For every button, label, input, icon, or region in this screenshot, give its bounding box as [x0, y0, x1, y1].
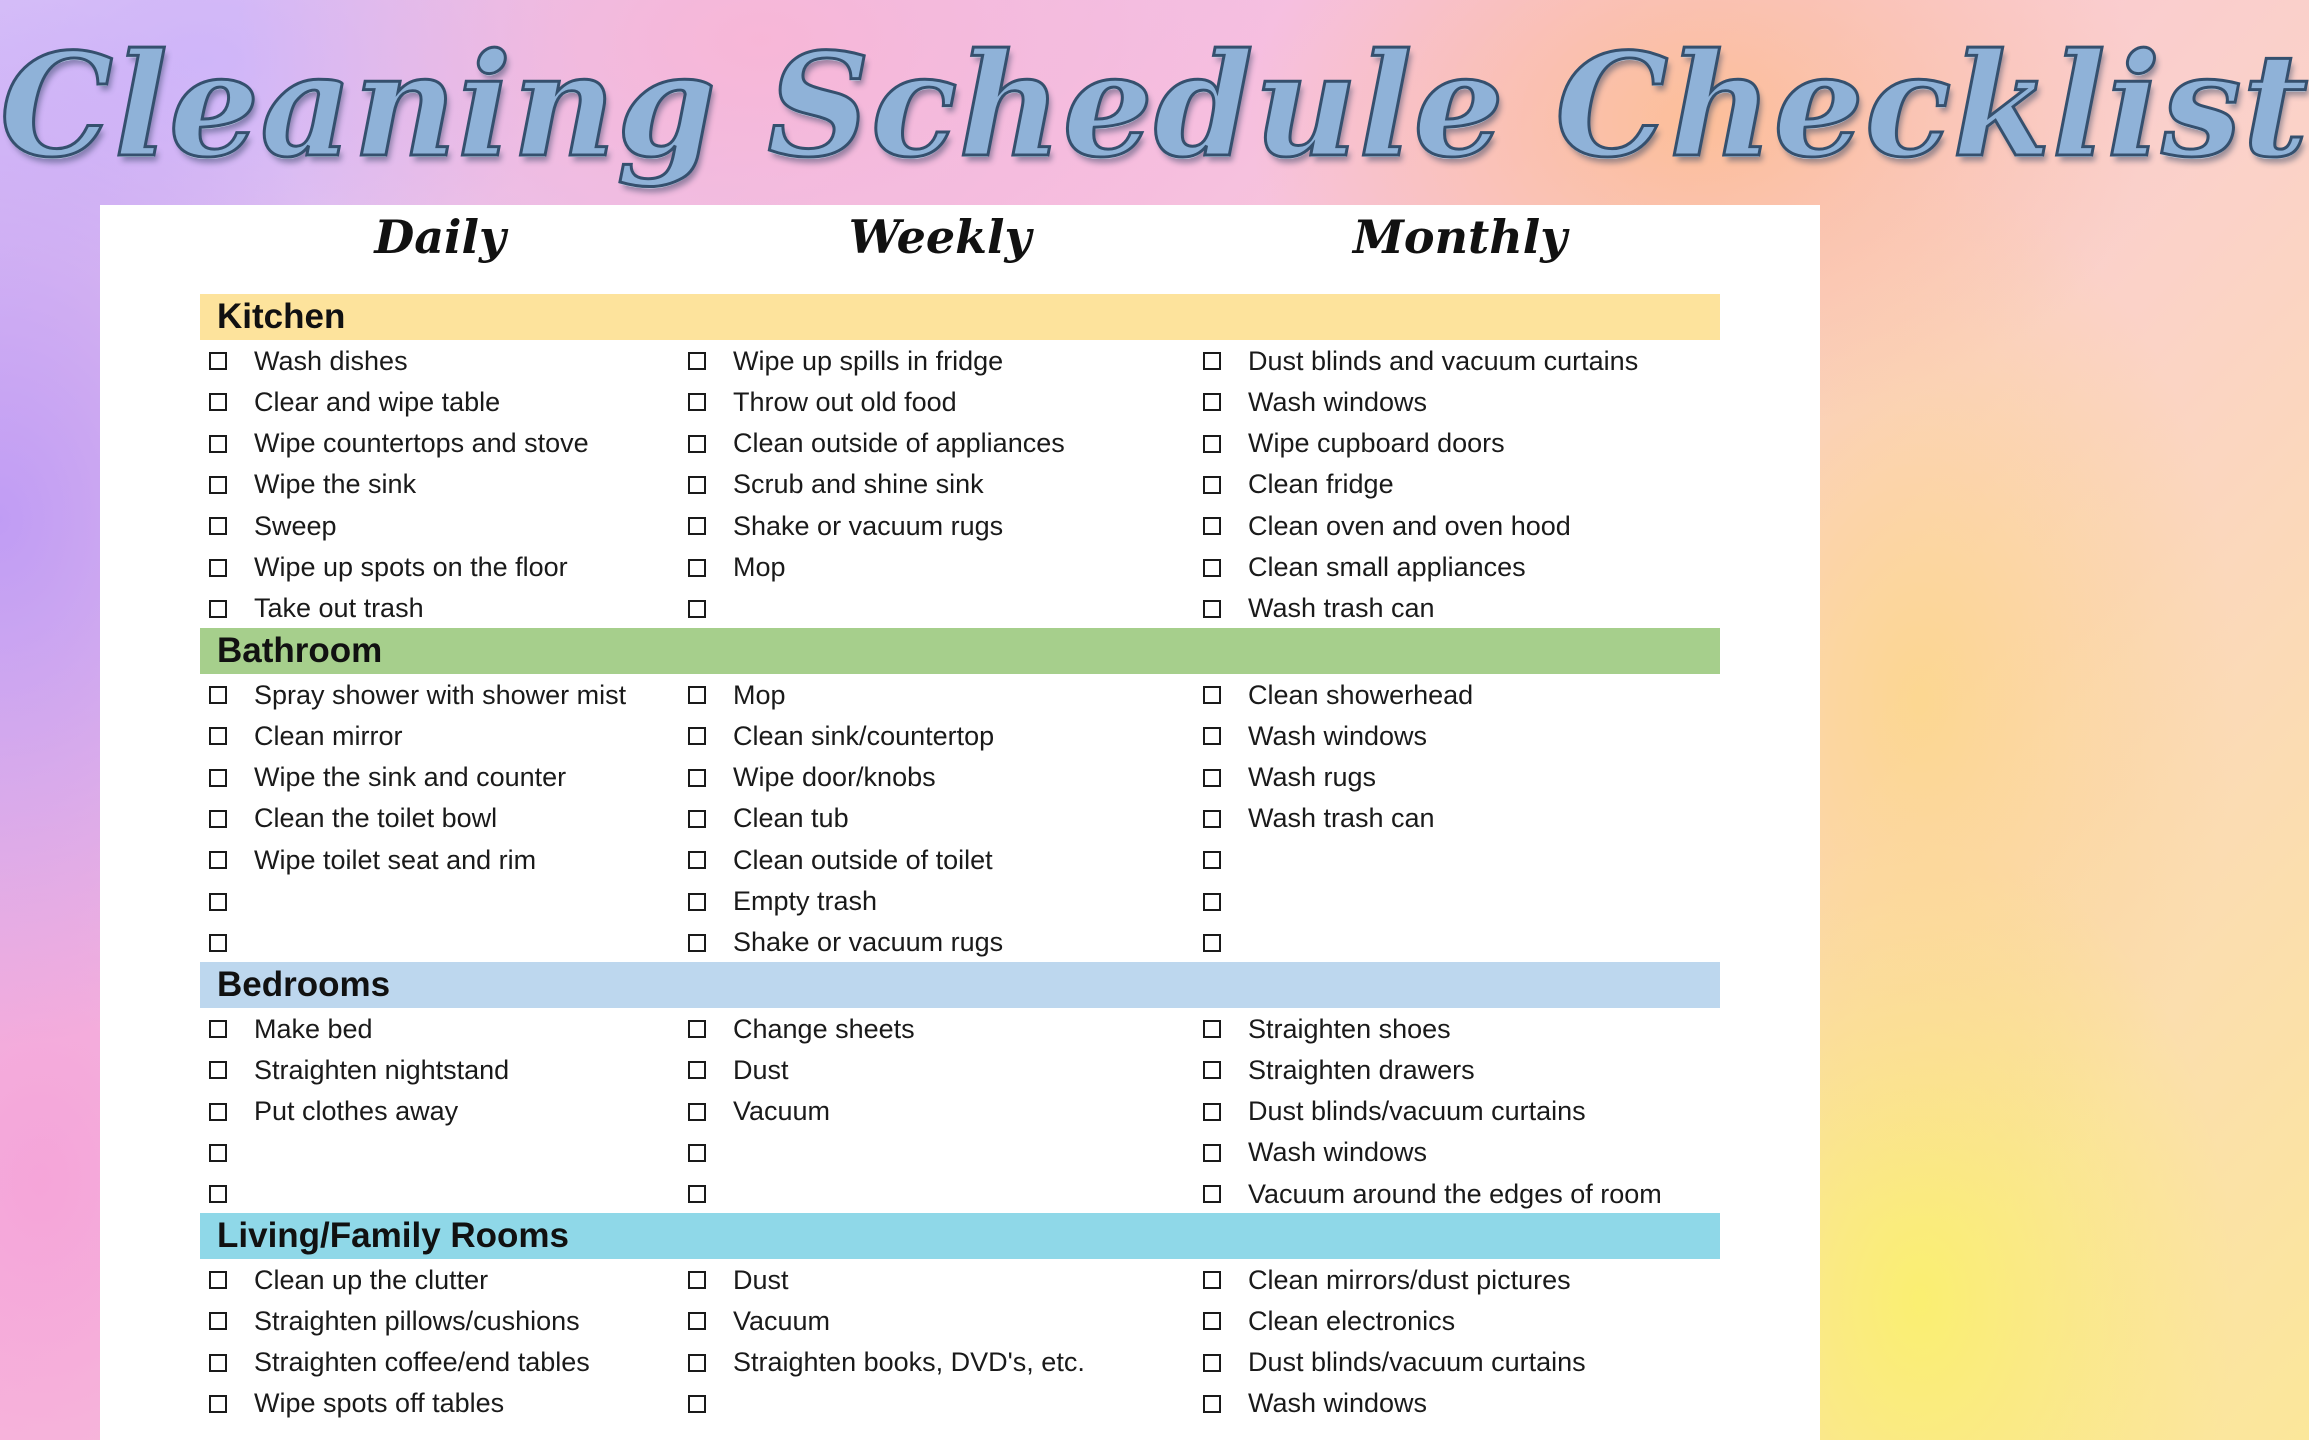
- checklist-item: [1203, 423, 1505, 464]
- checkbox[interactable]: [209, 810, 227, 828]
- checklist-item: [209, 1050, 509, 1091]
- checkbox[interactable]: [209, 1185, 227, 1203]
- checklist-item: [209, 922, 254, 963]
- checklist-item: [1203, 1009, 1451, 1050]
- checkbox[interactable]: [688, 435, 706, 453]
- checklist-item-label: Straighten coffee/end tables: [254, 1347, 590, 1378]
- checkbox[interactable]: [688, 1103, 706, 1121]
- checklist-item-label: Clean the toilet bowl: [254, 803, 498, 834]
- checklist-item: [209, 1301, 580, 1342]
- checkbox[interactable]: [1203, 1061, 1221, 1079]
- checklist-item: [1203, 1132, 1427, 1173]
- checklist-item: [209, 881, 254, 922]
- checklist-item-label: Dust blinds and vacuum curtains: [1248, 345, 1639, 376]
- checklist-item: [209, 1174, 254, 1215]
- checklist-item: [209, 588, 424, 629]
- checklist-item-label: Wash dishes: [254, 345, 408, 376]
- checkbox[interactable]: [209, 352, 227, 370]
- checklist-item: [1203, 881, 1248, 922]
- checkbox[interactable]: [688, 1185, 706, 1203]
- checklist-item: [1203, 1050, 1475, 1091]
- checklist-item: [209, 1342, 590, 1383]
- checklist-item: [1203, 1091, 1586, 1132]
- section-header: [200, 294, 1720, 340]
- checklist-item: [1203, 547, 1526, 588]
- checklist-item-label: Straighten nightstand: [254, 1054, 510, 1085]
- checkbox[interactable]: [1203, 1144, 1221, 1162]
- checklist-item: [688, 1132, 733, 1173]
- checkbox[interactable]: [688, 1312, 706, 1330]
- checklist-item-label: Clean sink/countertop: [733, 720, 995, 751]
- checkbox[interactable]: [1203, 559, 1221, 577]
- checkbox[interactable]: [688, 600, 706, 618]
- checkbox[interactable]: [209, 1020, 227, 1038]
- column-header-monthly: Monthly: [1353, 210, 1567, 264]
- checklist-item: [1203, 1260, 1571, 1301]
- checklist-item: [1203, 464, 1394, 505]
- checklist-item: [1203, 1174, 1662, 1215]
- checklist-item-label: Dust blinds/vacuum curtains: [1248, 1347, 1586, 1378]
- checkbox[interactable]: [209, 769, 227, 787]
- checklist-item-label: Dust: [733, 1054, 789, 1085]
- checkbox[interactable]: [209, 600, 227, 618]
- checklist-item-label: Throw out old food: [733, 386, 957, 417]
- checklist-item-label: Clean outside of appliances: [733, 428, 1065, 459]
- checklist-item-label: Clean showerhead: [1248, 679, 1474, 710]
- checkbox[interactable]: [688, 1061, 706, 1079]
- checklist-item-label: Sweep: [254, 510, 337, 541]
- section-header: [200, 628, 1720, 674]
- checklist-item-label: Wipe door/knobs: [733, 762, 936, 793]
- checklist-item: [209, 716, 403, 757]
- checklist-item: [1203, 1342, 1586, 1383]
- checklist-item: [688, 382, 957, 423]
- checklist-item: [1203, 922, 1248, 963]
- checklist-item-label: Wash windows: [1248, 386, 1428, 417]
- checklist-item-label: Straighten books, DVD's, etc.: [733, 1347, 1085, 1378]
- checklist-item: [688, 1091, 830, 1132]
- checklist-item-label: Dust: [733, 1264, 789, 1295]
- checklist-item-label: Clean electronics: [1248, 1305, 1456, 1336]
- checklist-item-label: Wipe the sink: [254, 469, 417, 500]
- checklist-item: [1203, 675, 1473, 716]
- checklist-item: [688, 840, 993, 881]
- checklist-item: [209, 382, 500, 423]
- checklist-item: [1203, 506, 1571, 547]
- checkbox[interactable]: [1203, 1020, 1221, 1038]
- checklist-item: [209, 1132, 254, 1173]
- checklist-item-label: Wash windows: [1248, 1388, 1428, 1419]
- checkbox[interactable]: [209, 476, 227, 494]
- checklist-item-label: Clean small appliances: [1248, 552, 1526, 582]
- checklist-item-label: Wipe cupboard doors: [1248, 428, 1505, 459]
- checklist-item: [209, 840, 536, 881]
- checklist-item: [688, 588, 733, 629]
- checklist-item-label: Clean tub: [733, 803, 849, 834]
- column-header-daily: Daily: [374, 210, 506, 264]
- checklist-item: [209, 464, 416, 505]
- checkbox[interactable]: [688, 393, 706, 411]
- checkbox[interactable]: [1203, 1185, 1221, 1203]
- checkbox[interactable]: [1203, 1312, 1221, 1330]
- checklist-item-label: Clean fridge: [1248, 469, 1394, 500]
- checklist-item: [1203, 341, 1638, 382]
- checklist-item-label: Vacuum: [733, 1305, 831, 1336]
- checklist-item: [1203, 716, 1427, 757]
- checklist-item-label: Wipe spots off tables: [254, 1388, 505, 1419]
- checklist-item: [209, 1009, 373, 1050]
- checklist-item-label: Wipe up spills in fridge: [733, 345, 1004, 376]
- page-title: Cleaning Schedule Checklist: [0, 23, 2309, 189]
- checklist-item: [209, 757, 566, 798]
- checklist-item-label: Straighten pillows/cushions: [254, 1305, 580, 1336]
- checklist-item: [209, 1383, 504, 1424]
- checkbox[interactable]: [688, 1144, 706, 1162]
- checklist-item-label: Wipe countertops and stove: [254, 428, 589, 459]
- section-header: [200, 1213, 1720, 1259]
- checklist-item: [209, 798, 497, 839]
- checklist-item: [1203, 757, 1376, 798]
- checklist-item: [1203, 798, 1435, 839]
- checklist-item: [688, 881, 877, 922]
- checklist-item-label: Wipe toilet seat and rim: [254, 844, 537, 875]
- checkbox[interactable]: [1203, 934, 1221, 952]
- checklist-item: [688, 423, 1065, 464]
- checkbox[interactable]: [688, 476, 706, 494]
- checkbox[interactable]: [209, 1144, 227, 1162]
- checklist-item-label: Spray shower with shower mist: [254, 679, 627, 710]
- checkbox[interactable]: [688, 810, 706, 828]
- checklist-item: [1203, 1301, 1455, 1342]
- checkbox[interactable]: [688, 517, 706, 535]
- checklist-item-label: Wash trash can: [1248, 593, 1435, 624]
- checkbox[interactable]: [1203, 393, 1221, 411]
- checkbox[interactable]: [688, 851, 706, 869]
- checklist-item-label: Take out trash: [254, 593, 424, 624]
- checkbox[interactable]: [1203, 769, 1221, 787]
- checklist-item: [209, 1260, 488, 1301]
- checklist-item-label: Mop: [733, 679, 786, 710]
- checkbox[interactable]: [1203, 810, 1221, 828]
- checklist-item-label: Mop: [733, 552, 786, 582]
- checklist-item: [1203, 1383, 1427, 1424]
- checkbox[interactable]: [1203, 851, 1221, 869]
- checkbox[interactable]: [1203, 517, 1221, 535]
- checklist-item-label: Wipe up spots on the floor: [254, 552, 568, 582]
- checklist-item-label: Change sheets: [733, 1013, 915, 1044]
- checklist-item-label: Shake or vacuum rugs: [733, 927, 1004, 958]
- checklist-item: [209, 1091, 458, 1132]
- checklist-item: [688, 547, 786, 588]
- checkbox[interactable]: [1203, 1271, 1221, 1289]
- checklist-item-label: Clean mirrors/dust pictures: [1248, 1264, 1571, 1295]
- checkbox[interactable]: [209, 1395, 227, 1413]
- checkbox[interactable]: [209, 1103, 227, 1121]
- checklist-item: [1203, 840, 1248, 881]
- checklist-item: [1203, 382, 1427, 423]
- checklist-item: [688, 757, 936, 798]
- checkbox[interactable]: [1203, 1395, 1221, 1413]
- checkbox[interactable]: [209, 559, 227, 577]
- checklist-item: [688, 1301, 830, 1342]
- checklist-item: [209, 547, 568, 588]
- checklist-item: [688, 1383, 733, 1424]
- checklist-item: [688, 341, 1003, 382]
- checkbox[interactable]: [1203, 352, 1221, 370]
- checkbox[interactable]: [688, 686, 706, 704]
- checkbox[interactable]: [688, 893, 706, 911]
- checklist-item: [688, 1009, 915, 1050]
- checkbox[interactable]: [688, 1020, 706, 1038]
- checklist-item: [688, 922, 1003, 963]
- checklist-item-label: Clean mirror: [254, 720, 403, 751]
- checklist-item-label: Straighten drawers: [1248, 1054, 1475, 1085]
- checkbox[interactable]: [209, 727, 227, 745]
- section-title: Living/Family Rooms: [217, 1216, 569, 1255]
- checkbox[interactable]: [209, 393, 227, 411]
- checklist-item-label: Wash windows: [1248, 1137, 1428, 1168]
- section-title: Kitchen: [217, 297, 346, 336]
- checkbox[interactable]: [688, 934, 706, 952]
- checklist-item: [688, 1342, 1085, 1383]
- checklist-item: [209, 341, 408, 382]
- checkbox[interactable]: [688, 769, 706, 787]
- checkbox[interactable]: [688, 727, 706, 745]
- checkbox[interactable]: [688, 1271, 706, 1289]
- checklist-item-label: Straighten shoes: [1248, 1013, 1451, 1044]
- checklist-item-label: Wash rugs: [1248, 762, 1377, 793]
- checklist-item: [688, 464, 984, 505]
- checklist-item: [688, 1050, 789, 1091]
- checklist-item: [688, 716, 994, 757]
- checkbox[interactable]: [688, 1354, 706, 1372]
- checklist-item: [688, 1260, 789, 1301]
- checklist-item-label: Vacuum around the edges of room: [1248, 1178, 1662, 1209]
- checkbox[interactable]: [209, 435, 227, 453]
- checklist-item-label: Clean oven and oven hood: [1248, 510, 1571, 541]
- checkbox[interactable]: [209, 1271, 227, 1289]
- checklist-item: [688, 675, 786, 716]
- checkbox[interactable]: [209, 851, 227, 869]
- checkbox[interactable]: [209, 1312, 227, 1330]
- checklist-item-label: Clean up the clutter: [254, 1264, 489, 1295]
- checklist-item-label: Dust blinds/vacuum curtains: [1248, 1096, 1586, 1127]
- checkbox[interactable]: [209, 686, 227, 704]
- checkbox[interactable]: [1203, 893, 1221, 911]
- section-title: Bathroom: [217, 631, 383, 670]
- checklist-item-label: Vacuum: [733, 1096, 831, 1127]
- checkbox[interactable]: [209, 934, 227, 952]
- checkbox[interactable]: [1203, 686, 1221, 704]
- checklist-item-label: Wash windows: [1248, 720, 1428, 751]
- checkbox[interactable]: [688, 352, 706, 370]
- checkbox[interactable]: [209, 517, 227, 535]
- checklist-item-label: Put clothes away: [254, 1096, 459, 1127]
- checklist-item-label: Clean outside of toilet: [733, 844, 993, 875]
- checklist-item: [688, 1174, 733, 1215]
- checkbox[interactable]: [209, 893, 227, 911]
- checklist-item-label: Make bed: [254, 1013, 373, 1044]
- checklist-item-label: Clear and wipe table: [254, 386, 501, 417]
- section-title: Bedrooms: [217, 965, 391, 1004]
- checkbox[interactable]: [1203, 727, 1221, 745]
- checkbox[interactable]: [209, 1061, 227, 1079]
- checklist-item: [1203, 588, 1435, 629]
- checklist-item: [209, 675, 626, 716]
- checklist-item: [209, 506, 337, 547]
- checkbox[interactable]: [1203, 600, 1221, 618]
- checklist-item: [688, 506, 1003, 547]
- checkbox[interactable]: [1203, 435, 1221, 453]
- checklist-item: [209, 423, 589, 464]
- checkbox[interactable]: [688, 559, 706, 577]
- checkbox[interactable]: [1203, 476, 1221, 494]
- checkbox[interactable]: [688, 1395, 706, 1413]
- checklist-item-label: Scrub and shine sink: [733, 469, 984, 500]
- column-header-weekly: Weekly: [848, 210, 1032, 264]
- checklist-item-label: Empty trash: [733, 886, 878, 916]
- checklist-item-label: Wipe the sink and counter: [254, 762, 567, 793]
- checkbox[interactable]: [1203, 1103, 1221, 1121]
- section-header: [200, 962, 1720, 1008]
- checklist-item-label: Wash trash can: [1248, 803, 1435, 834]
- checklist-item-label: Shake or vacuum rugs: [733, 510, 1004, 541]
- checklist-item: [688, 798, 849, 839]
- checkbox[interactable]: [209, 1354, 227, 1372]
- checkbox[interactable]: [1203, 1354, 1221, 1372]
